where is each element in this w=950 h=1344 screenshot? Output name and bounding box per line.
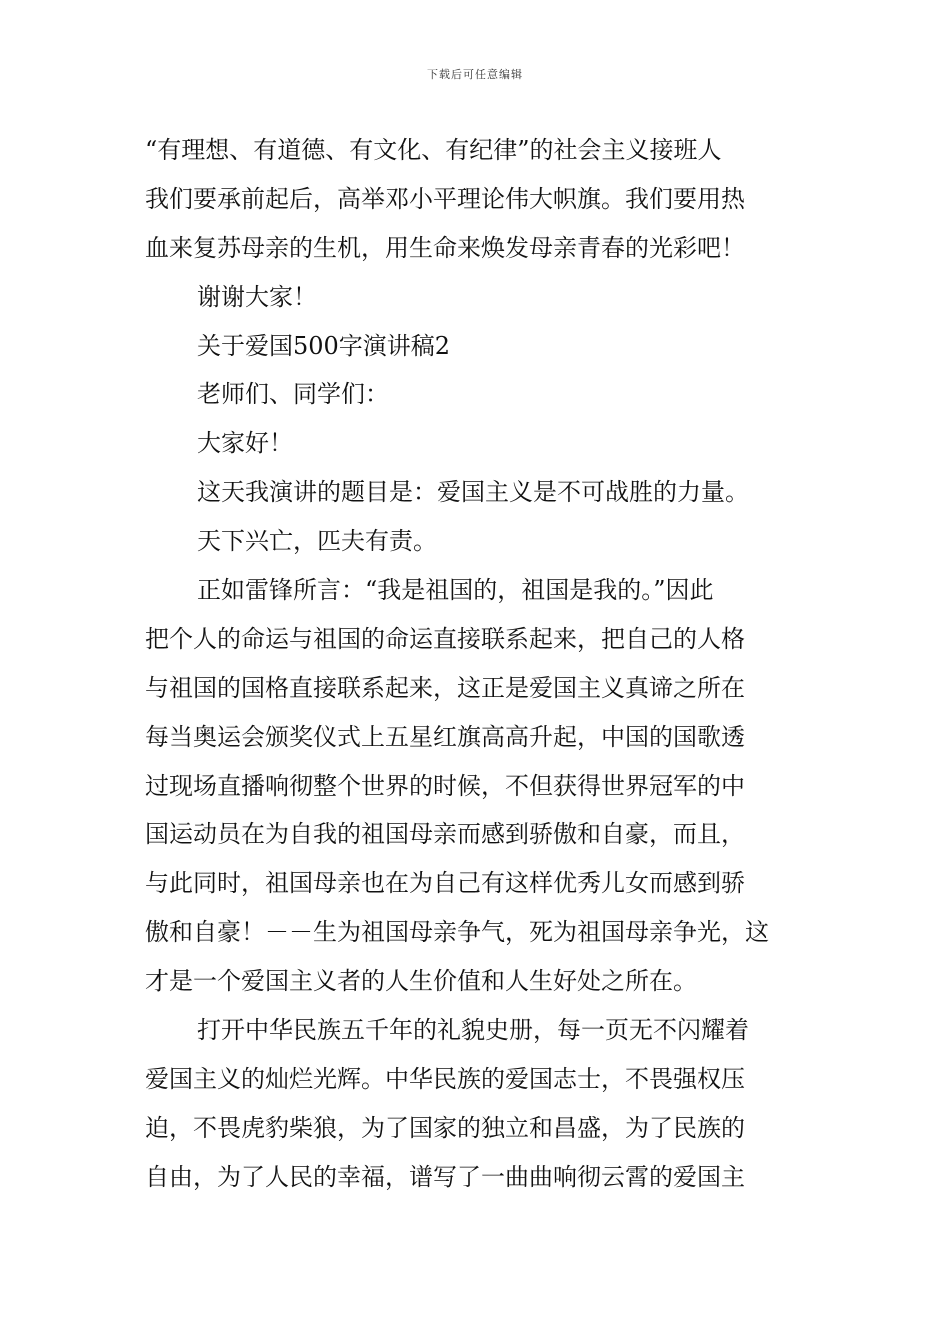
page-header: 下载后可任意编辑 — [427, 68, 523, 81]
text-line: 与祖国的国格直接联系起来，这正是爱国主义真谛之所在 — [145, 673, 745, 702]
text-line: 才是一个爱国主义者的人生价值和人生好处之所在。 — [145, 967, 697, 996]
text-line: 迫，不畏虎豹柴狼，为了国家的独立和昌盛，为了民族的 — [145, 1113, 745, 1142]
text-line: 与此同时，祖国母亲也在为自己有这样优秀儿女而感到骄 — [145, 869, 745, 898]
text-line: 正如雷锋所言：“我是祖国的，祖国是我的。”因此 — [197, 576, 714, 605]
text-line: 傲和自豪！－－生为祖国母亲争气，死为祖国母亲争光，这 — [145, 918, 769, 947]
text-line: 自由，为了人民的幸福，谱写了一曲曲响彻云霄的爱国主 — [145, 1162, 745, 1191]
text-line: 每当奥运会颁奖仪式上五星红旗高高升起，中国的国歌透 — [145, 722, 745, 751]
text-line: 这天我演讲的题目是：爱国主义是不可战胜的力量。 — [197, 478, 749, 507]
text-line: 过现场直播响彻整个世界的时候，不但获得世界冠军的中 — [145, 771, 745, 800]
section-title: 关于爱国500字演讲稿2 — [197, 331, 451, 360]
text-line: 天下兴亡，匹夫有责。 — [197, 527, 437, 556]
text-line: 谢谢大家！ — [197, 282, 317, 311]
text-line: 血来复苏母亲的生机，用生命来焕发母亲青春的光彩吧！ — [145, 233, 745, 262]
text-line: 把个人的命运与祖国的命运直接联系起来，把自己的人格 — [145, 624, 745, 653]
text-line: 老师们、同学们： — [197, 380, 389, 409]
text-line: “有理想、有道德、有文化、有纪律”的社会主义接班人 — [145, 136, 722, 164]
document-body — [145, 126, 810, 1202]
text-line: 大家好！ — [197, 429, 293, 458]
text-line: 国运动员在为自我的祖国母亲而感到骄傲和自豪，而且， — [145, 820, 745, 849]
text-line: 打开中华民族五千年的礼貌史册，每一页无不闪耀着 — [197, 1016, 749, 1045]
text-line: 我们要承前起后，高举邓小平理论伟大帜旗。我们要用热 — [145, 184, 745, 213]
text-line: 爱国主义的灿烂光辉。中华民族的爱国志士，不畏强权压 — [145, 1064, 745, 1093]
